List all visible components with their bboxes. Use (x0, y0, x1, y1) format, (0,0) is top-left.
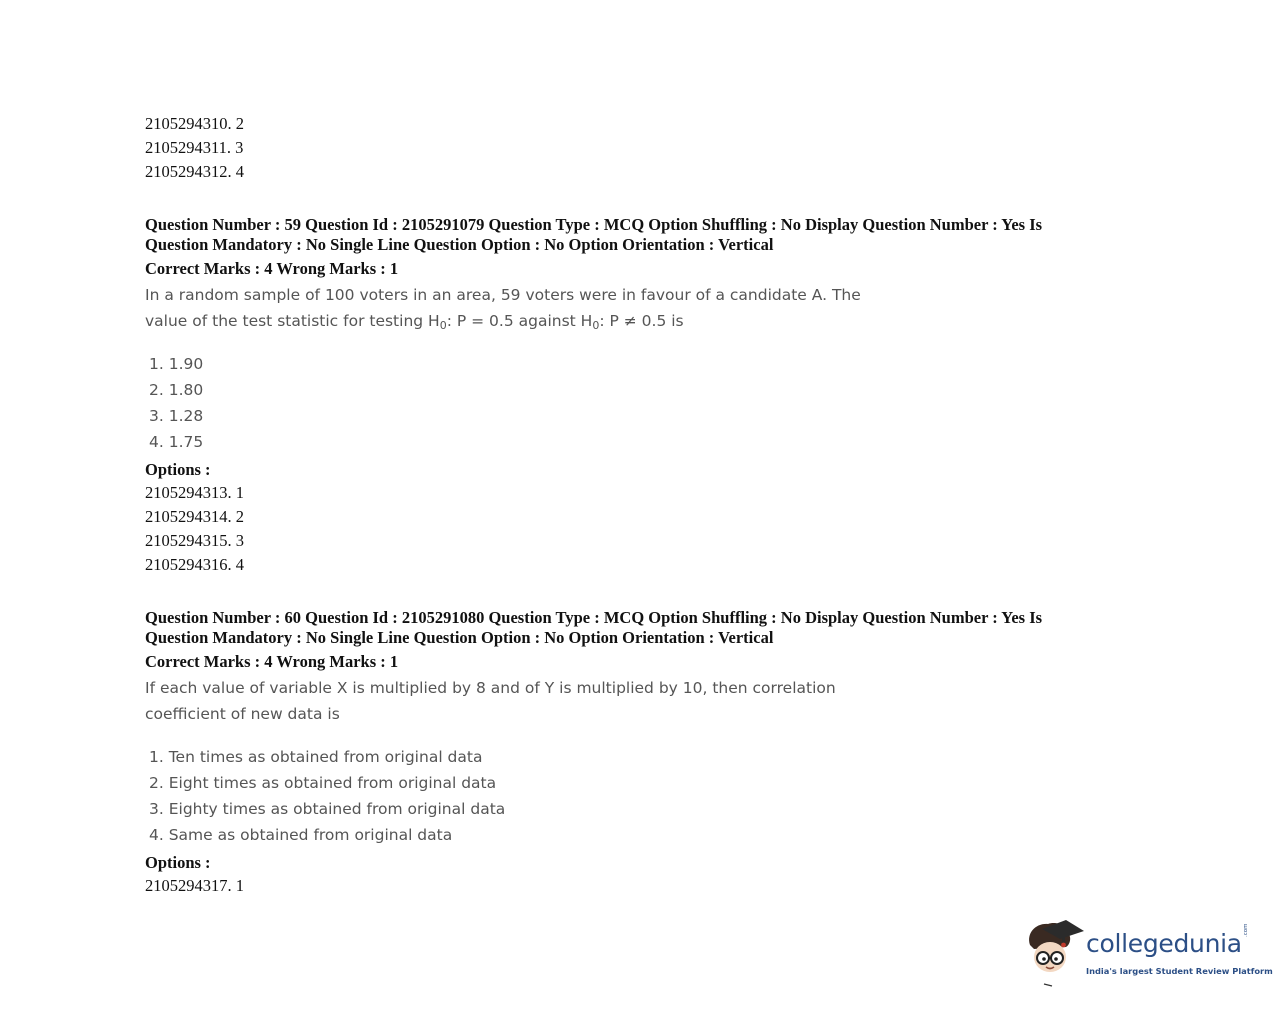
logo-com: .com (1243, 923, 1249, 937)
question-59-marks: Correct Marks : 4 Wrong Marks : 1 (145, 259, 399, 278)
logo-wordmark: collegedunia (1086, 929, 1242, 958)
question-59-choice: 2. 1.80 (149, 381, 204, 399)
mascot-icon (1022, 915, 1086, 987)
question-59-options-label: Options : (145, 460, 211, 479)
logo-tagline: India's largest Student Review Platform (1086, 966, 1273, 976)
question-59-choice: 1. 1.90 (149, 355, 204, 373)
collegedunia-logo (1022, 915, 1273, 987)
option-id: 2105294311. 3 (145, 138, 244, 157)
question-60-choice: 3. Eighty times as obtained from original data (149, 800, 506, 818)
question-59-choice: 3. 1.28 (149, 407, 204, 425)
question-59-text-line1: In a random sample of 100 voters in an area, 59 voters were in favour of a candidate A. The (145, 286, 861, 304)
option-id: 2105294315. 3 (145, 531, 244, 550)
question-60-meta-line2: Question Mandatory : No Single Line Question Option : No Option Orientation : Vertical (145, 628, 774, 647)
question-59-text-line2: value of the test statistic for testing $H_0$: P = 0.5 against $H_0$: P ≠ 0.5 is (145, 312, 684, 332)
question-60-options-label: Options : (145, 853, 211, 872)
question-59-meta-line1: Question Number : 59 Question Id : 2105291079 Question Type : MCQ Option Shuffling : No Display Question Number : Yes Is (145, 215, 1043, 234)
question-60-text-line2: coefficient of new data is (145, 705, 340, 723)
question-60-text-line1: If each value of variable X is multiplied by 8 and of Y is multiplied by 10, then correlation (145, 679, 836, 697)
question-60-choice: 1. Ten times as obtained from original data (149, 748, 483, 766)
option-id: 2105294316. 4 (145, 555, 244, 574)
question-59-meta-line2: Question Mandatory : No Single Line Question Option : No Option Orientation : Vertical (145, 235, 774, 254)
option-id: 2105294314. 2 (145, 507, 244, 526)
question-60-choice: 4. Same as obtained from original data (149, 826, 453, 844)
question-60-choice: 2. Eight times as obtained from original data (149, 774, 497, 792)
question-59-choice: 4. 1.75 (149, 433, 204, 451)
question-60-marks: Correct Marks : 4 Wrong Marks : 1 (145, 652, 399, 671)
option-id: 2105294310. 2 (145, 114, 244, 133)
option-id: 2105294313. 1 (145, 483, 244, 502)
option-id: 2105294312. 4 (145, 162, 244, 181)
question-60-meta-line1: Question Number : 60 Question Id : 2105291080 Question Type : MCQ Option Shuffling : No Display Question Number : Yes Is (145, 608, 1043, 627)
option-id: 2105294317. 1 (145, 876, 244, 895)
